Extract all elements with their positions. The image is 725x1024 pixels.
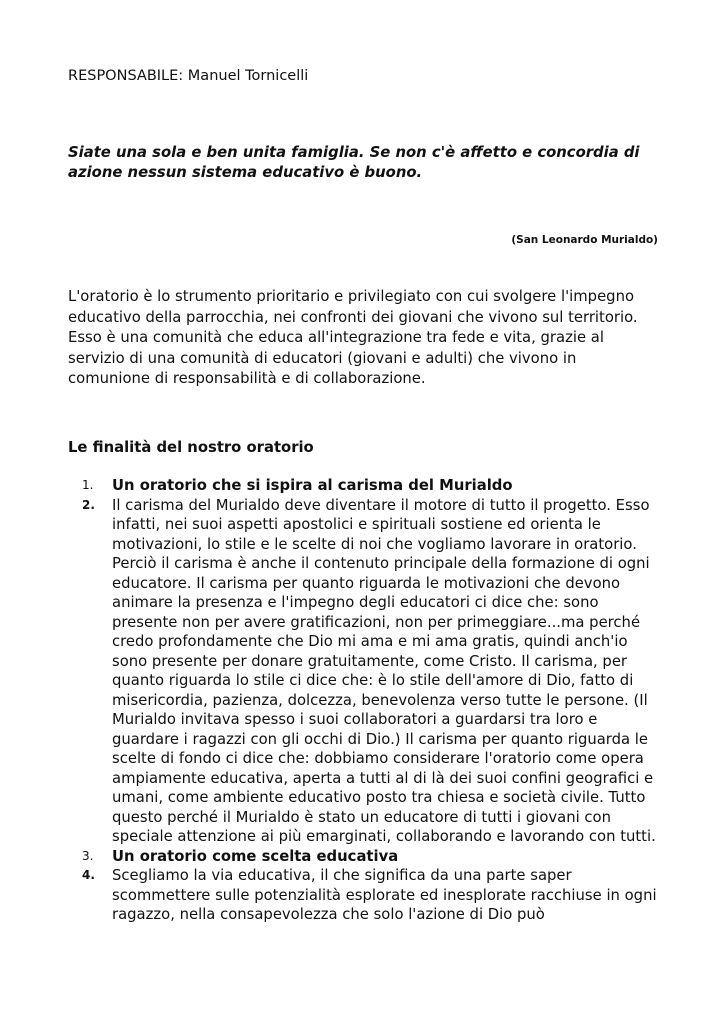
list-item <box>68 476 658 496</box>
list-item <box>68 496 658 847</box>
list-item <box>68 866 658 925</box>
section-title: Le finalità del nostro oratorio <box>68 439 314 456</box>
list-item-number: 2. <box>82 497 95 512</box>
quote-text: Siate una sola e ben unita famiglia. Se non c'è affetto e concordia di azione nessun sistema educativo è buono. <box>68 144 640 181</box>
list-item <box>68 847 658 867</box>
list-item-text: Un oratorio che si ispira al carisma del Murialdo <box>112 477 513 494</box>
responsabile-line: RESPONSABILE: Manuel Tornicelli <box>68 68 309 84</box>
list-item-text: Il carisma del Murialdo deve diventare il motore di tutto il progetto. Esso infatti, nei suoi aspetti apostolici e spirituali sostiene ed orienta le motivazioni, lo stile e le scelte di noi che vogliamo lavorare in oratorio. Perciò il carisma è anche il contenuto principale della formazione di ogni educatore. Il carisma per quanto riguarda le motivazioni che devono animare la presenza e l'impegno degli educatori ci dice che: sono presente non per avere gratificazioni, non per primeggiare...ma perché credo profondamente che Dio mi ama e mi ama gratis, quindi anch'io sono presente per donare gratuitamente, come Cristo. Il carisma, per quanto riguarda lo stile ci dice che: è lo stile dell'amore di Dio, fatto di misericordia, pazienza, dolcezza, benevolenza verso tutte le persone. (Il Murialdo invitava spesso i suoi collaboratori a guardarsi tra loro e guardare i ragazzi con gli occhi di Dio.) Il carisma per quanto riguarda le scelte di fondo ci dice che: dobbiamo considerare l'oratorio come opera ampiamente educativa, aperta a tutti al di là dei suoi confini geografici e umani, come ambiente educativo posto tra chiesa e società civile. Tutto questo perché il Murialdo è stato un educatore di tutti i giovani con speciale attenzione ai più emarginati, collaborando e lavorando con tutti. <box>112 496 656 845</box>
list-item-text: Un oratorio come scelta educativa <box>112 847 399 865</box>
intro-paragraph: L'oratorio è lo strumento prioritario e privilegiato con cui svolgere l'impegno educativo della parrocchia, nei confronti dei giovani che vivono sul territorio. Esso è una comunità che educa all'integrazione tra fede e vita, grazie al servizio di una comunità di educatori (giovani e adulti) che vivono in comunione di responsabilità e di collaborazione. <box>68 288 638 387</box>
list-item-text: Scegliamo la via educativa, il che significa da una parte saper scommettere sulle potenzialità esplorate ed inesplorate racchiuse in ogni ragazzo, nella consapevolezza che solo l'azione di Dio può <box>112 867 657 923</box>
list-item-number: 4. <box>82 868 95 882</box>
list-item-number: 3. <box>82 848 94 863</box>
finalita-list <box>68 476 658 925</box>
list-item-number: 1. <box>82 478 94 492</box>
quote-attribution: (San Leonardo Murialdo) <box>511 234 658 246</box>
